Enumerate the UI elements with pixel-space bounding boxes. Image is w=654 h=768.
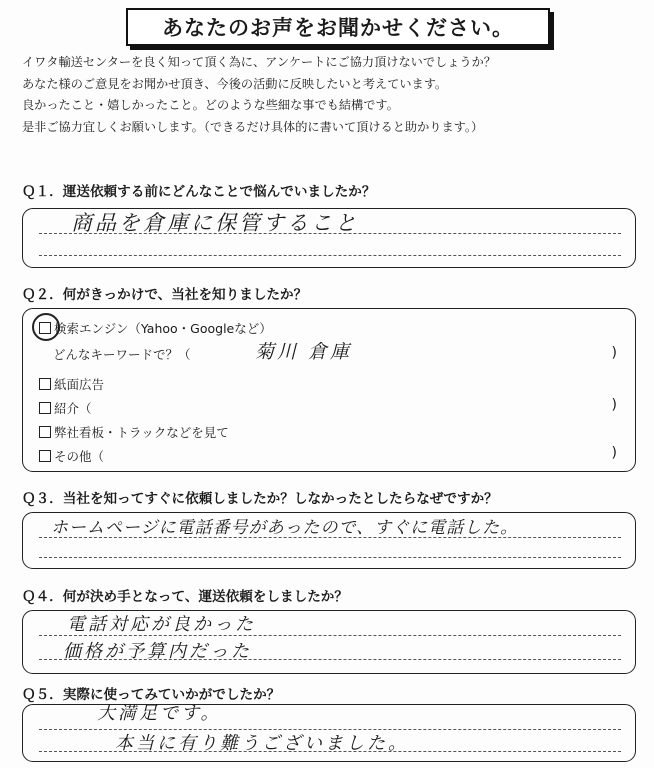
intro-line: 良かったこと・嬉しかったこと。どのような些細な事でも結構です。: [22, 98, 399, 112]
question-2-answer-box: [22, 308, 636, 472]
intro-line: 是非ご協力宜しくお願いします。（できるだけ具体的に書いて頂けると助かります。）: [22, 119, 484, 134]
close-paren: ): [611, 445, 617, 461]
option-label: 紹介（: [54, 401, 92, 416]
intro-text: [22, 52, 642, 138]
question-4-handwritten-answer-line2: 価格が予算内だった: [63, 641, 252, 662]
question-4-answer-box[interactable]: [22, 610, 636, 674]
question-2-label: Ｑ２．何がきっかけで、当社を知りましたか？: [22, 287, 308, 303]
keyword-prompt: どんなキーワードで？（: [53, 347, 191, 362]
option-newspaper-ad[interactable]: [39, 375, 104, 393]
question-3-label: Ｑ３．当社を知ってすぐに依頼しましたか？しなかったとしたらなぜですか？: [22, 491, 498, 507]
option-label: 紙面広告: [54, 377, 105, 392]
option-label: 弊社看板・トラックなどを見て: [54, 425, 229, 440]
checkbox[interactable]: [39, 426, 51, 438]
answer-line: [39, 557, 621, 558]
checkbox[interactable]: [39, 378, 51, 390]
checkbox[interactable]: [39, 322, 51, 334]
question-5-handwritten-answer-line2: 本当に有り難うございました。: [115, 733, 409, 754]
option-signboard-truck[interactable]: [39, 423, 229, 441]
question-1-answer-box[interactable]: [22, 208, 636, 268]
page-title: あなたのお声をお聞かせください。: [126, 8, 550, 46]
option-label: 検索エンジン（Yahoo・Googleなど）: [54, 321, 272, 336]
question-1-handwritten-answer: 商品を倉庫に保管すること: [71, 211, 359, 235]
intro-line: イワタ輸送センターを良く知って頂く為に、アンケートにご協力頂けないでしょうか？: [22, 55, 496, 69]
close-paren: ): [611, 345, 617, 361]
option-label: その他（: [54, 449, 105, 464]
question-3-handwritten-answer: ホームページに電話番号があったので、すぐに電話した。: [51, 518, 519, 538]
question-5-handwritten-answer-line1: 大満足です。: [97, 703, 222, 724]
question-4-label: Ｑ４．何が決め手となって、運送依頼をしましたか？: [22, 589, 348, 605]
question-1-label: Ｑ１．運送依頼する前にどんなことで悩んでいましたか？: [22, 184, 376, 200]
question-5-label: Ｑ５．実際に使ってみていかがでしたか？: [22, 687, 281, 703]
question-5-answer-box[interactable]: [22, 704, 636, 762]
close-paren: ): [611, 397, 617, 413]
option-referral[interactable]: [39, 399, 92, 417]
option-other[interactable]: [39, 447, 104, 465]
checkbox[interactable]: [39, 402, 51, 414]
option-search-engine[interactable]: [39, 319, 272, 337]
answer-line: [39, 255, 621, 256]
question-4-handwritten-answer-line1: 電話対応が良かった: [67, 614, 256, 635]
question-3-answer-box[interactable]: [22, 512, 636, 569]
checkbox[interactable]: [39, 450, 51, 462]
intro-line: あなた様のご意見をお聞かせ頂き、今後の活動に反映したいと考えています。: [22, 76, 448, 91]
keyword-handwritten-answer: 菊川 倉庫: [255, 341, 353, 363]
